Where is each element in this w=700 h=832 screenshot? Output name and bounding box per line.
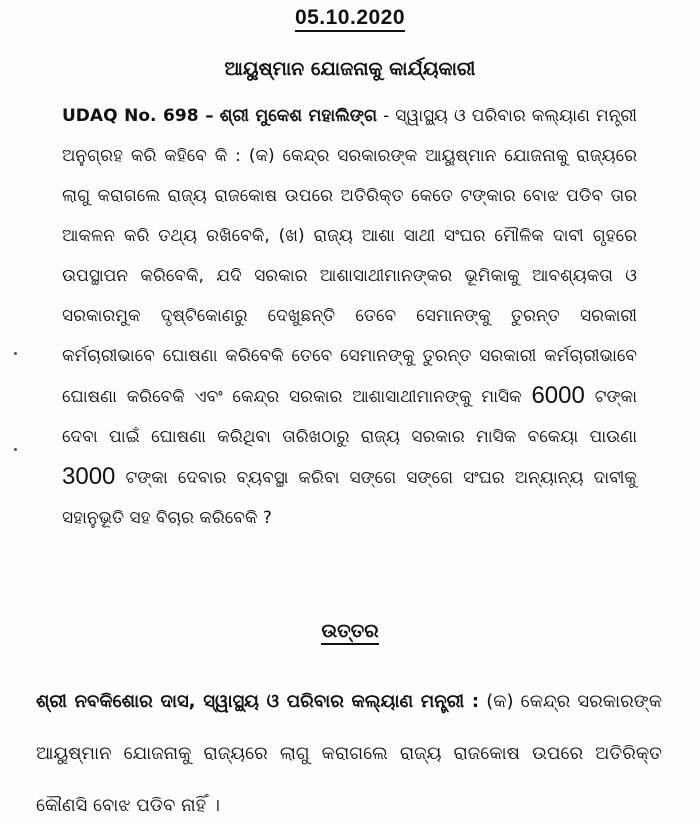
question-text-2: ଟଙ୍କା ଦେବା ପାଇଁ ଘୋଷଣା କରିଥିବା ତାରିଖଠାରୁ ରାଜ୍ୟ ସରକାର ମାସିକ ବକେୟା ପାଉଣା [62, 387, 637, 447]
question-text-1: - ସ୍ୱାସ୍ଥ୍ୟ ଓ ପରିବାର କଲ୍ୟାଣ ମନ୍ତ୍ରୀ ଅନୁଗ୍ରହ କରି କହିବେ କି : (କ) କେନ୍ଦ୍ର ସରକାରଙ୍କ ଆୟୁଷ୍ମାନ ଯୋଜନାକୁ ରାଜ୍ୟରେ ଲାଗୁ କରାଗଲେ ରାଜ୍ୟ ରାଜକୋଷ ଉପରେ ଅତିରିକ୍ତ କେତେ ଟଙ୍କାର ବୋଝ ପଡିବ ତାର ଆକଳନ କରି ତଥ୍ୟ ରଖିବେକି, (ଖ) ରାଜ୍ୟ ଆଶା ସାଥୀ ସଂଘର ମୌଳିକ ଦାବୀ ଗୃହରେ ଉପସ୍ଥାପନ କରିବେକି, ଯଦି ସରକାର ଆଶାସାଥୀମାନଙ୍କର ଭୂମିକାକୁ ଆବଶ୍ୟକତା ଓ ସରକାରମୁକ ଦୃଷ୍ଟିକୋଣରୁ ଦେଖୁଛନ୍ତି ତେବେ ସେମାନଙ୍କୁ ତୁରନ୍ତ ସରକାରୀ କର୍ମଚାରୀଭାବେ ଘୋଷଣା କରିବେକି ତେବେ ସେମାନଙ୍କୁ ତୁରନ୍ତ ସରକାରୀ କର୍ମଚାରୀଭାବେ ଘୋଷଣା କରିବେକି ଏବଂ କେନ୍ଦ୍ର ସରକାର ଆଶାସାଥୀମାନଙ୍କୁ ମାସିକ [62, 106, 637, 407]
document-heading: ଆୟୁଷ୍ମାନ ଯୋଜନାକୁ କାର୍ଯ୍ୟକାରୀ [224, 58, 476, 80]
question-id: UDAQ No. 698 – [62, 106, 214, 126]
question-member: ଶ୍ରୀ ମୁକେଶ ମହାଲିଙ୍ଗ [219, 106, 377, 126]
question-text-3: ଟଙ୍କା ଦେବାର ବ୍ୟବସ୍ଥା କରିବା ସଙ୍ଗେ ସଙ୍ଗେ ସଂଘର ଅନ୍ୟାନ୍ୟ ଦାବୀକୁ ସହାନୁଭୂତି ସହ ବିଚାର କରିବେକି ? [62, 468, 637, 528]
document-date [0, 6, 700, 30]
scan-speck [14, 448, 17, 451]
date-text: 05.10.2020 [295, 6, 405, 32]
scan-speck [14, 352, 17, 355]
question-amount-1: 6000 [531, 382, 585, 409]
question-amount-2: 3000 [62, 463, 116, 490]
question-paragraph [62, 96, 637, 538]
answer-paragraph [36, 676, 662, 832]
answer-heading [0, 620, 700, 642]
answer-heading-text: ଉତ୍ତର [321, 620, 378, 645]
answer-text: (କ) କେନ୍ଦ୍ର ସରକାରଙ୍କ ଆୟୁଷ୍ମାନ ଯୋଜନାକୁ ରାଜ୍ୟରେ ଲାଗୁ କରାଗଲେ ରାଜ୍ୟ ରାଜକୋଷ ଉପରେ ଅତିରିକ୍ତ କୌଣସି ବୋଝ ପଡିବ ନାହିଁ । [36, 691, 662, 816]
answer-speaker: ଶ୍ରୀ ନବକିଶୋର ଦାସ, ସ୍ୱାସ୍ଥ୍ୟ ଓ ପରିବାର କଲ୍ୟାଣ ମନ୍ତ୍ରୀ : [36, 691, 480, 712]
